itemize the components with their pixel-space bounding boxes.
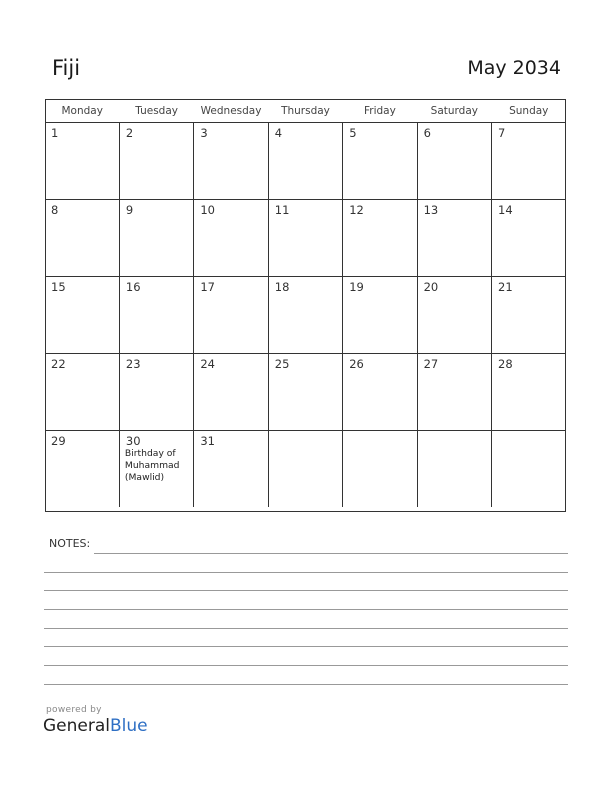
brand-blue-text: Blue	[110, 716, 148, 736]
day-number: 16	[125, 280, 141, 294]
day-number: 23	[125, 357, 141, 371]
day-number: 19	[349, 280, 364, 294]
day-cell	[45, 354, 119, 431]
day-cell	[343, 200, 417, 277]
holiday-event: Birthday of Muhammad (Mawlid)	[124, 448, 180, 483]
country-title: Fiji	[52, 56, 81, 80]
day-cell	[417, 200, 491, 277]
day-cell	[343, 123, 417, 200]
day-cell	[268, 277, 342, 354]
weekday-header: Sunday	[492, 99, 566, 123]
weekday-header: Tuesday	[119, 99, 193, 123]
day-cell-empty	[268, 431, 342, 508]
day-number: 5	[349, 126, 357, 140]
note-line	[44, 665, 568, 666]
notes-label: NOTES:	[49, 537, 91, 550]
day-number: 11	[274, 203, 290, 217]
note-line	[44, 646, 568, 647]
day-number: 30	[125, 434, 141, 448]
note-line	[44, 684, 568, 685]
day-number: 13	[423, 203, 439, 217]
day-cell	[343, 354, 417, 431]
day-cell-empty	[343, 431, 417, 508]
day-cell	[119, 354, 193, 431]
weekday-header: Thursday	[268, 99, 342, 123]
day-cell	[417, 354, 491, 431]
note-line	[44, 609, 568, 610]
weekday-header: Saturday	[417, 99, 491, 123]
powered-by-text: powered by	[46, 705, 102, 715]
calendar-grid	[45, 99, 566, 507]
week-row	[45, 277, 566, 354]
brand-logo[interactable]	[43, 716, 148, 736]
day-number: 31	[200, 434, 215, 448]
day-cell	[194, 431, 268, 508]
day-number: 17	[200, 280, 215, 294]
day-cell	[194, 354, 268, 431]
day-cell	[492, 354, 566, 431]
day-number: 7	[498, 126, 506, 140]
day-cell	[45, 200, 119, 277]
week-row	[45, 354, 566, 431]
note-line	[44, 590, 568, 591]
brand-general-text: General	[43, 716, 110, 736]
day-number: 27	[423, 357, 439, 371]
day-number: 22	[51, 357, 66, 371]
note-line	[94, 553, 568, 554]
day-cell	[492, 277, 566, 354]
month-year-title: May 2034	[467, 57, 561, 79]
day-cell	[119, 123, 193, 200]
day-cell-empty	[417, 431, 491, 508]
day-cell	[119, 431, 193, 508]
week-row	[45, 123, 566, 200]
day-number: 29	[51, 434, 66, 448]
day-cell	[343, 277, 417, 354]
day-number: 9	[125, 203, 134, 217]
day-cell	[268, 354, 342, 431]
weekday-header: Friday	[343, 99, 417, 123]
week-row	[45, 431, 566, 508]
day-cell	[417, 123, 491, 200]
day-number: 6	[423, 126, 431, 140]
day-cell	[194, 123, 268, 200]
day-number: 26	[349, 357, 364, 371]
day-number: 3	[200, 126, 208, 140]
day-number: 1	[51, 126, 59, 140]
day-number: 21	[498, 280, 513, 294]
weekday-header: Wednesday	[194, 99, 268, 123]
day-cell	[492, 200, 566, 277]
day-cell	[45, 277, 119, 354]
day-number: 14	[498, 203, 513, 217]
day-number: 2	[125, 126, 134, 140]
day-cell	[194, 200, 268, 277]
day-number: 15	[51, 280, 66, 294]
day-number: 12	[349, 203, 364, 217]
day-cell-empty	[492, 431, 566, 508]
day-number: 10	[200, 203, 215, 217]
day-number: 24	[200, 357, 215, 371]
day-cell	[119, 277, 193, 354]
day-cell	[492, 123, 566, 200]
day-cell	[45, 123, 119, 200]
day-cell	[417, 277, 491, 354]
week-row	[45, 200, 566, 277]
weekday-header-row	[45, 99, 566, 123]
day-number: 20	[423, 280, 439, 294]
note-line	[44, 572, 568, 573]
day-number: 4	[274, 126, 283, 140]
day-cell	[45, 431, 119, 508]
day-number: 25	[274, 357, 290, 371]
day-cell	[194, 277, 268, 354]
weekday-header: Monday	[45, 99, 119, 123]
day-cell	[268, 200, 342, 277]
day-cell	[268, 123, 342, 200]
note-line	[44, 628, 568, 629]
day-number: 8	[51, 203, 59, 217]
day-cell	[119, 200, 193, 277]
day-number: 18	[274, 280, 290, 294]
day-number: 28	[498, 357, 513, 371]
